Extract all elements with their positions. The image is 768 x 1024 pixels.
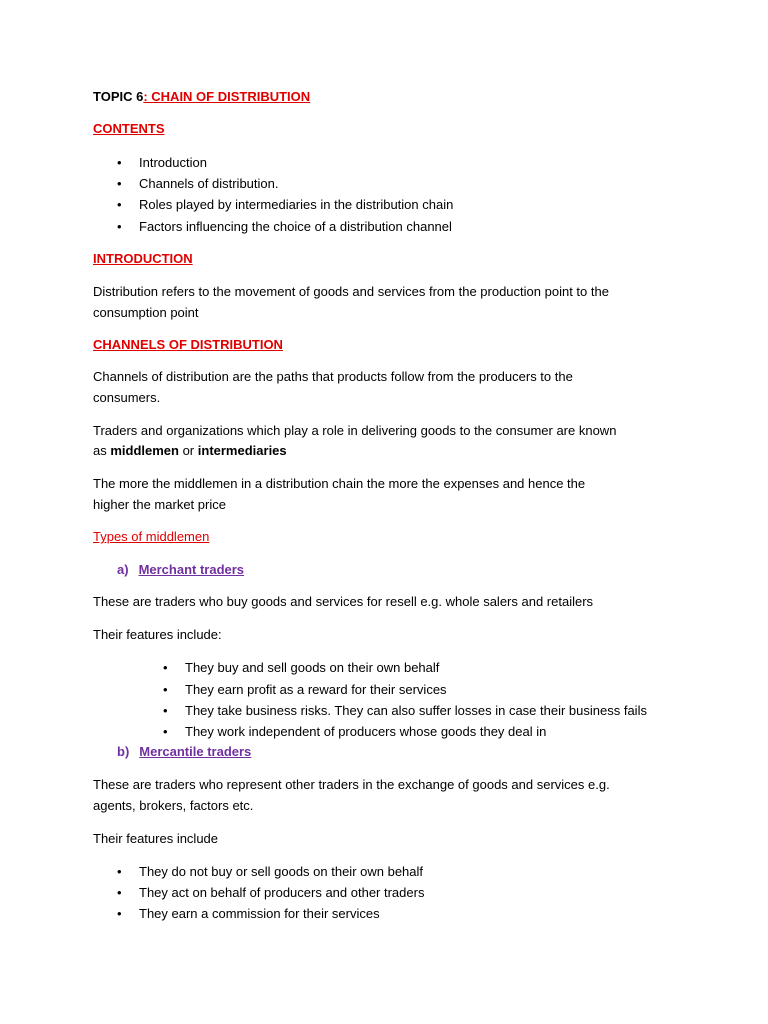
bullet-icon: • xyxy=(163,724,168,739)
list-item-text: Factors influencing the choice of a distribution channel xyxy=(139,219,452,234)
bullet-icon: • xyxy=(117,176,122,191)
channels-p3-line2: higher the market price xyxy=(93,497,226,512)
bullet-icon: • xyxy=(163,682,168,697)
bullet-icon: • xyxy=(163,660,168,675)
list-item-text: They earn profit as a reward for their services xyxy=(185,682,447,697)
channels-p2-line2 xyxy=(93,442,287,460)
list-item-text: They do not buy or sell goods on their own behalf xyxy=(139,864,424,879)
list-item-text: Roles played by intermediaries in the distribution chain xyxy=(139,197,454,212)
mercantile-description-line1: These are traders who represent other traders in the exchange of goods and services e.g. xyxy=(93,777,610,792)
mercantile-description-line2: agents, brokers, factors etc. xyxy=(93,798,254,813)
bullet-icon: • xyxy=(117,155,122,170)
channels-p3-line1: The more the middlemen in a distribution chain the more the expenses and hence the xyxy=(93,476,586,491)
list-item-text: They work independent of producers whose goods they deal in xyxy=(185,724,547,739)
mercantile-label: b) xyxy=(117,744,130,759)
list-item-text: Introduction xyxy=(139,155,207,170)
title-prefix: TOPIC 6 xyxy=(93,89,144,104)
mercantile-title: Mercantile traders xyxy=(139,744,252,759)
text-or: or xyxy=(178,443,198,458)
channels-heading: CHANNELS OF DISTRIBUTION xyxy=(93,337,283,352)
list-item-text: Channels of distribution. xyxy=(139,176,279,191)
list-item-text: They act on behalf of producers and other traders xyxy=(139,885,425,900)
channels-p1-line1: Channels of distribution are the paths that products follow from the producers to the xyxy=(93,369,573,384)
term-intermediaries: intermediaries xyxy=(197,443,287,458)
merchant-title: Merchant traders xyxy=(138,562,245,577)
merchant-subheading xyxy=(117,561,244,579)
merchant-description: These are traders who buy goods and services for resell e.g. whole salers and retailers xyxy=(93,594,594,609)
introduction-heading: INTRODUCTION xyxy=(93,251,193,266)
introduction-text-line1: Distribution refers to the movement of goods and services from the production point to the xyxy=(93,284,609,299)
bullet-icon: • xyxy=(117,864,122,879)
introduction-text-line2: consumption point xyxy=(93,305,199,320)
text-as: as xyxy=(93,443,111,458)
contents-heading: CONTENTS xyxy=(93,121,165,136)
channels-p2-line1: Traders and organizations which play a role in delivering goods to the consumer are known xyxy=(93,423,617,438)
bullet-icon: • xyxy=(117,906,122,921)
bullet-icon: • xyxy=(117,885,122,900)
merchant-label: a) xyxy=(117,562,129,577)
merchant-features-intro: Their features include: xyxy=(93,627,222,642)
mercantile-subheading xyxy=(117,743,251,761)
bullet-icon: • xyxy=(163,703,168,718)
list-item-text: They buy and sell goods on their own behalf xyxy=(185,660,440,675)
types-heading: Types of middlemen xyxy=(93,529,210,544)
list-item-text: They earn a commission for their services xyxy=(139,906,380,921)
page-title xyxy=(93,88,310,106)
list-item-text: They take business risks. They can also suffer losses in case their business fails xyxy=(185,703,647,718)
bullet-icon: • xyxy=(117,197,122,212)
term-middlemen: middlemen xyxy=(110,443,179,458)
mercantile-features-intro: Their features include xyxy=(93,831,219,846)
bullet-icon: • xyxy=(117,219,122,234)
channels-p1-line2: consumers. xyxy=(93,390,161,405)
title-rest: : CHAIN OF DISTRIBUTION xyxy=(143,89,311,104)
